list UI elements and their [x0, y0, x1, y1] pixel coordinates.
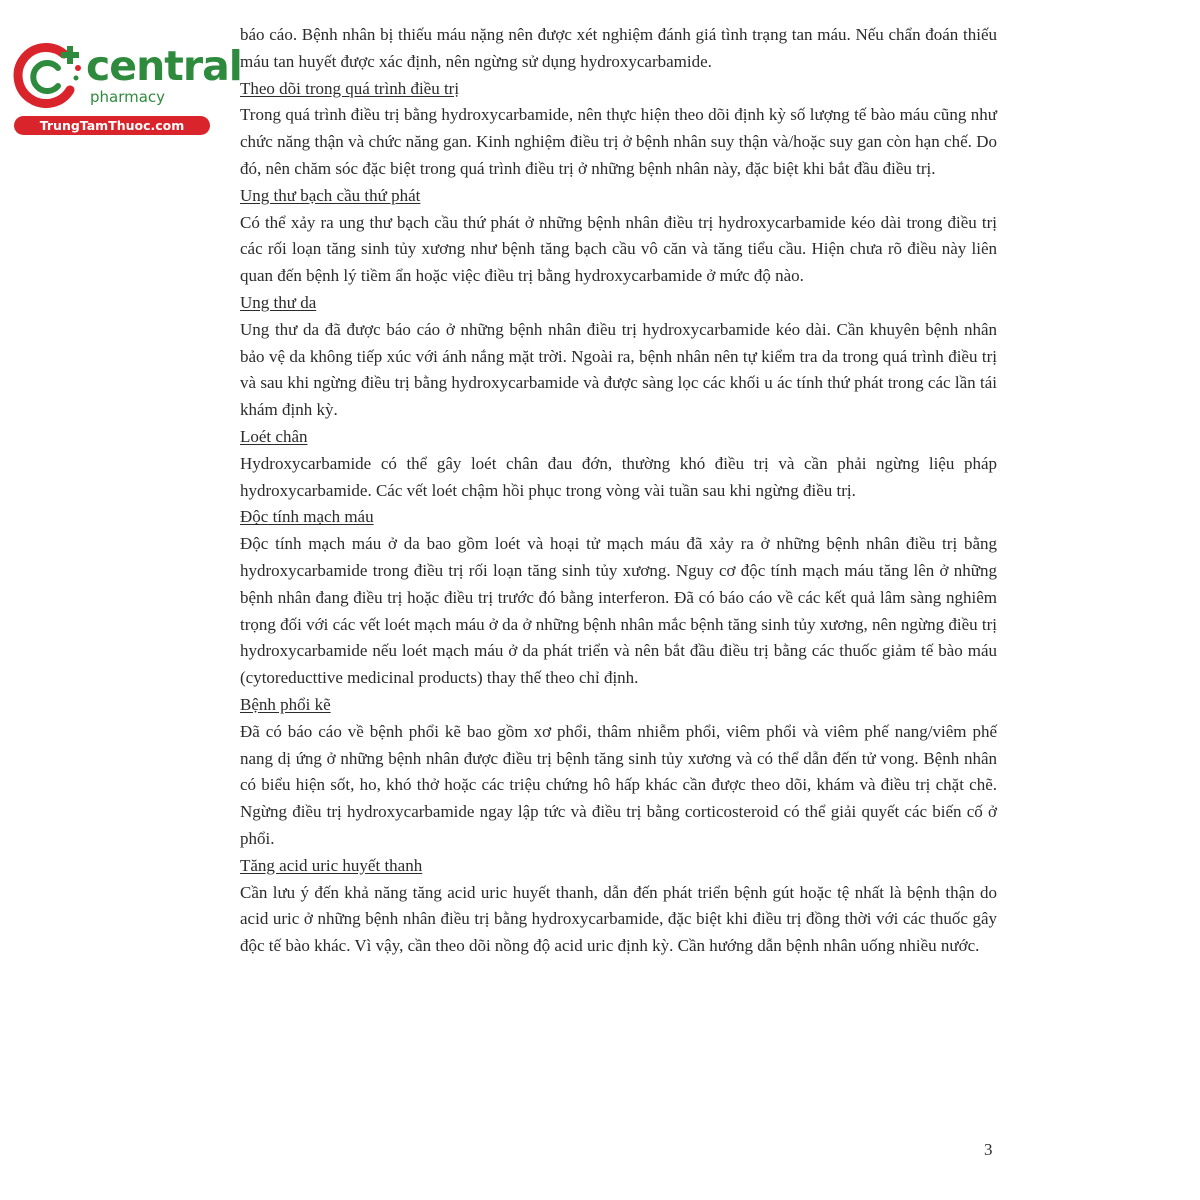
section-body-secondary-leukemia: Có thể xảy ra ung thư bạch cầu thứ phát ở những bệnh nhân điều trị hydroxycarbamide kéo dài trong điều trị các rối loạn tăng sinh tủy xương như bệnh tăng bạch cầu vô căn và tăng tiểu cầu. Hiện chưa rõ điều này liên quan đến bệnh lý tiềm ẩn hoặc việc điều trị bằng hydroxycarbamide ở mức độ nào.	[240, 212, 997, 286]
section-heading-secondary-leukemia: Ung thư bạch cầu thứ phát	[240, 185, 421, 205]
logo-tagline: pharmacy	[90, 88, 166, 106]
section-body-leg-ulcers: Hydroxycarbamide có thể gây loét chân đau đớn, thường khó điều trị và cần phải ngừng liệu pháp hydroxycarbamide. Các vết loét chậm hồi phục trong vòng vài tuần sau khi ngừng điều trị.	[240, 453, 997, 500]
section-heading-interstitial-lung-disease: Bệnh phổi kẽ	[240, 694, 331, 714]
section-heading-leg-ulcers: Loét chân	[240, 426, 308, 446]
section-heading-vascular-toxicity: Độc tính mạch máu	[240, 507, 374, 527]
intro-paragraph: báo cáo. Bệnh nhân bị thiếu máu nặng nên được xét nghiệm đánh giá tình trạng tan máu. Nếu chẩn đoán thiếu máu tan huyết được xác định, nên ngừng sử dụng hydroxycarbamide.	[240, 25, 997, 71]
page-number: 3	[984, 1140, 993, 1159]
document-body	[240, 22, 997, 960]
section-heading-uric-acid: Tăng acid uric huyết thanh	[240, 855, 423, 875]
section-body-monitoring: Trong quá trình điều trị bằng hydroxycarbamide, nên thực hiện theo dõi định kỳ số lượng tế bào máu cũng như chức năng thận và chức năng gan. Kinh nghiệm điều trị ở bệnh nhân suy thận và/hoặc suy gan còn hạn chế. Do đó, nên chăm sóc đặc biệt trong quá trình điều trị ở những bệnh nhân này, đặc biệt khi bắt đầu điều trị.	[240, 105, 997, 178]
logo-brand-name: central	[86, 42, 242, 90]
section-body-vascular-toxicity: Độc tính mạch máu ở da bao gồm loét và hoại tử mạch máu đã xảy ra ở những bệnh nhân điều trị bằng hydroxycarbamide trong điều trị rối loạn tăng sinh tủy xương. Nguy cơ độc tính mạch máu tăng lên ở những bệnh nhân đang điều trị hoặc điều trị trước đó bằng interferon. Đã có báo cáo về các kết quả lâm sàng nghiêm trọng đối với các vết loét mạch máu ở da ở những bệnh nhân mắc bệnh tăng sinh tủy xương, nên ngừng điều trị hydroxycarbamide nếu loét mạch máu ở da phát triển và nên bắt đầu điều trị bằng các thuốc giảm tế bào máu (cytoreducttive medicinal products) thay thế theo chỉ định.	[240, 534, 997, 688]
logo-website: TrungTamThuoc.com	[14, 116, 210, 135]
pharmacy-logo-icon	[10, 38, 88, 116]
section-body-skin-cancer: Ung thư da đã được báo cáo ở những bệnh nhân điều trị hydroxycarbamide kéo dài. Cần khuyên bệnh nhân bảo vệ da không tiếp xúc với ánh nắng mặt trời. Ngoài ra, bệnh nhân nên tự kiểm tra da trong quá trình điều trị và sau khi ngừng điều trị bằng hydroxycarbamide và được sàng lọc các khối u ác tính thứ phát trong các lần tái khám định kỳ.	[240, 319, 997, 420]
section-body-interstitial-lung-disease: Đã có báo cáo về bệnh phổi kẽ bao gồm xơ phổi, thâm nhiễm phổi, viêm phổi và viêm phế nang/viêm phế nang dị ứng ở những bệnh nhân được điều trị bệnh tăng sinh tủy xương và có thể dẫn đến tử vong. Bệnh nhân có biểu hiện sốt, ho, khó thở hoặc các triệu chứng hô hấp khác cần được theo dõi, khám và điều trị chặt chẽ. Ngừng điều trị hydroxycarbamide ngay lập tức và điều trị bằng corticosteroid có thể giải quyết các biến cố ở phổi.	[240, 721, 997, 848]
central-pharmacy-logo	[10, 38, 242, 138]
section-body-uric-acid: Cần lưu ý đến khả năng tăng acid uric huyết thanh, dẫn đến phát triển bệnh gút hoặc tệ nhất là bệnh thận do acid uric ở những bệnh nhân điều trị bằng hydroxycarbamide, đặc biệt khi điều trị đồng thời với các thuốc gây độc tế bào khác. Vì vậy, cần theo dõi nồng độ acid uric định kỳ. Cần hướng dẫn bệnh nhân uống nhiều nước.	[240, 882, 997, 956]
section-heading-skin-cancer: Ung thư da	[240, 292, 317, 312]
section-heading-monitoring: Theo dõi trong quá trình điều trị	[240, 78, 460, 98]
